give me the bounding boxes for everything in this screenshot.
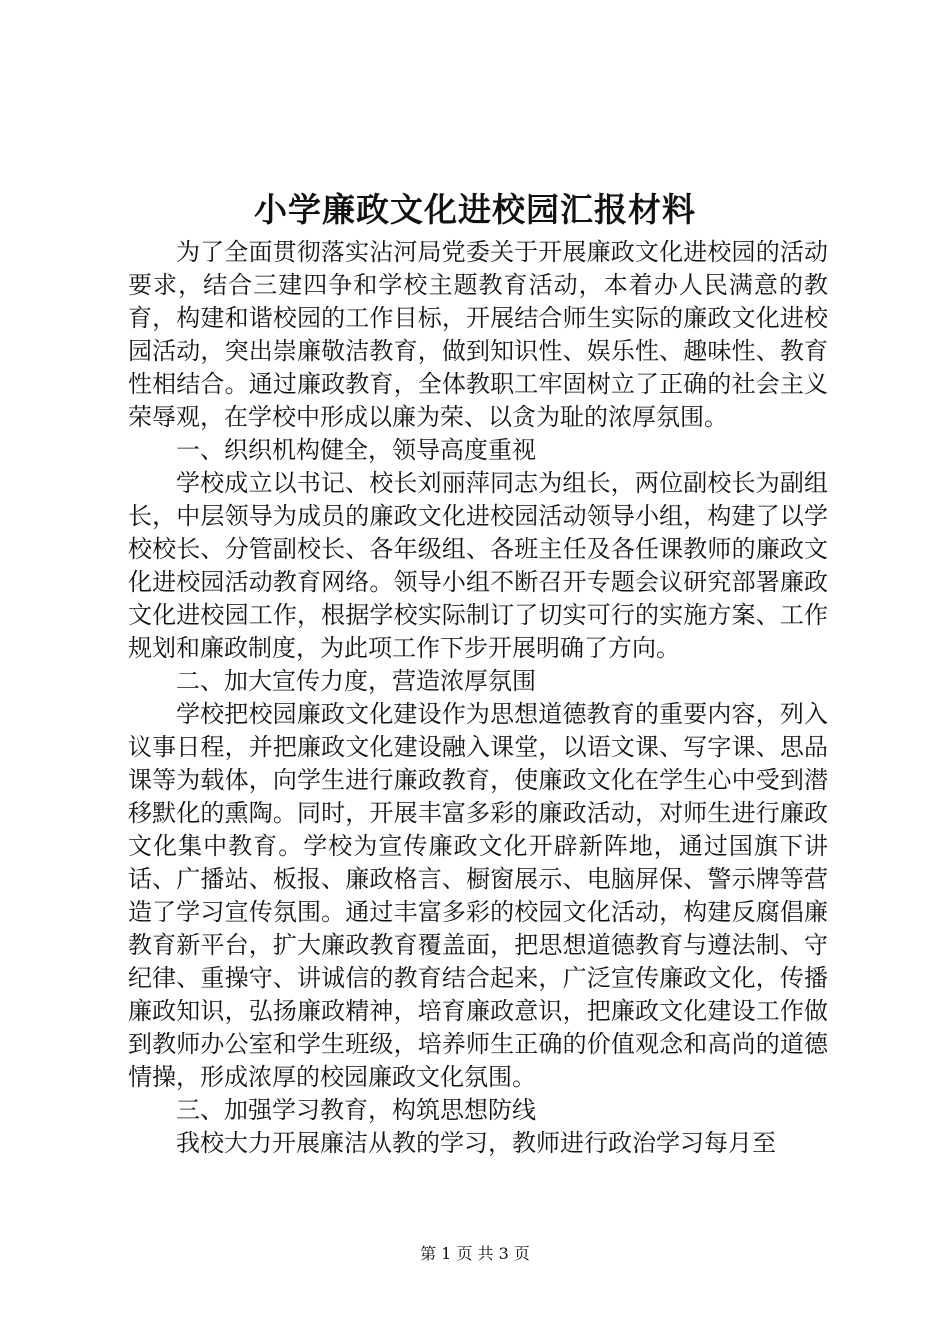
paragraph-section-3: 我校大力开展廉洁从教的学习，教师进行政治学习每月至: [176, 1129, 776, 1157]
paragraph-intro: 为了全面贯彻落实沾河局党委关于开展廉政文化进校园的活动要求，结合三建四争和学校主题教育活动，本着办人民满意的教育，构建和谐校园的工作目标，开展结合师生实际的廉政文化进校园活动，突出崇廉敬洁教育，做到知识性、娱乐性、趣味性、教育性相结合。通过廉政教育，全体教职工牢固树立了正确的社会主义荣辱观，在学校中形成以廉为荣、以贪为耻的浓厚氛围。: [128, 238, 828, 431]
section-heading-1: 一、织织机构健全，领导高度重视: [176, 436, 536, 464]
section-heading-2: 二、加大宣传力度，营造浓厚氛围: [176, 667, 536, 695]
document-title: 小学廉政文化进校园汇报材料: [254, 190, 696, 229]
page-number: 第 1 页 共 3 页: [420, 1244, 530, 1263]
document-body: [128, 236, 828, 1160]
paragraph-section-1: 学校成立以书记、校长刘丽萍同志为组长，两位副校长为副组长，中层领导为成员的廉政文化进校园活动领导小组，构建了以学校校长、分管副校长、各年级组、各班主任及各任课教师的廉政文化进校园活动教育网络。领导小组不断召开专题会议研究部署廉政文化进校园工作，根据学校实际制订了切实可行的实施方案、工作规划和廉政制度，为此项工作下步开展明确了方向。: [128, 469, 828, 662]
section-heading-3: 三、加强学习教育，构筑思想防线: [176, 1096, 536, 1124]
paragraph-section-2: 学校把校园廉政文化建设作为思想道德教育的重要内容，列入议事日程，并把廉政文化建设融入课堂，以语文课、写字课、思品课等为载体，向学生进行廉政教育，使廉政文化在学生心中受到潜移默化的熏陶。同时，开展丰富多彩的廉政活动，对师生进行廉政文化集中教育。学校为宣传廉政文化开辟新阵地，通过国旗下讲话、广播站、板报、廉政格言、橱窗展示、电脑屏保、警示牌等营造了学习宣传氛围。通过丰富多彩的校园文化活动，构建反腐倡廉教育新平台，扩大廉政教育覆盖面，把思想道德教育与遵法制、守纪律、重操守、讲诚信的教育结合起来，广泛宣传廉政文化，传播廉政知识，弘扬廉政精神，培育廉政意识，把廉政文化建设工作做到教师办公室和学生班级，培养师生正确的价值观念和高尚的道德情操，形成浓厚的校园廉政文化氛围。: [128, 700, 828, 1091]
